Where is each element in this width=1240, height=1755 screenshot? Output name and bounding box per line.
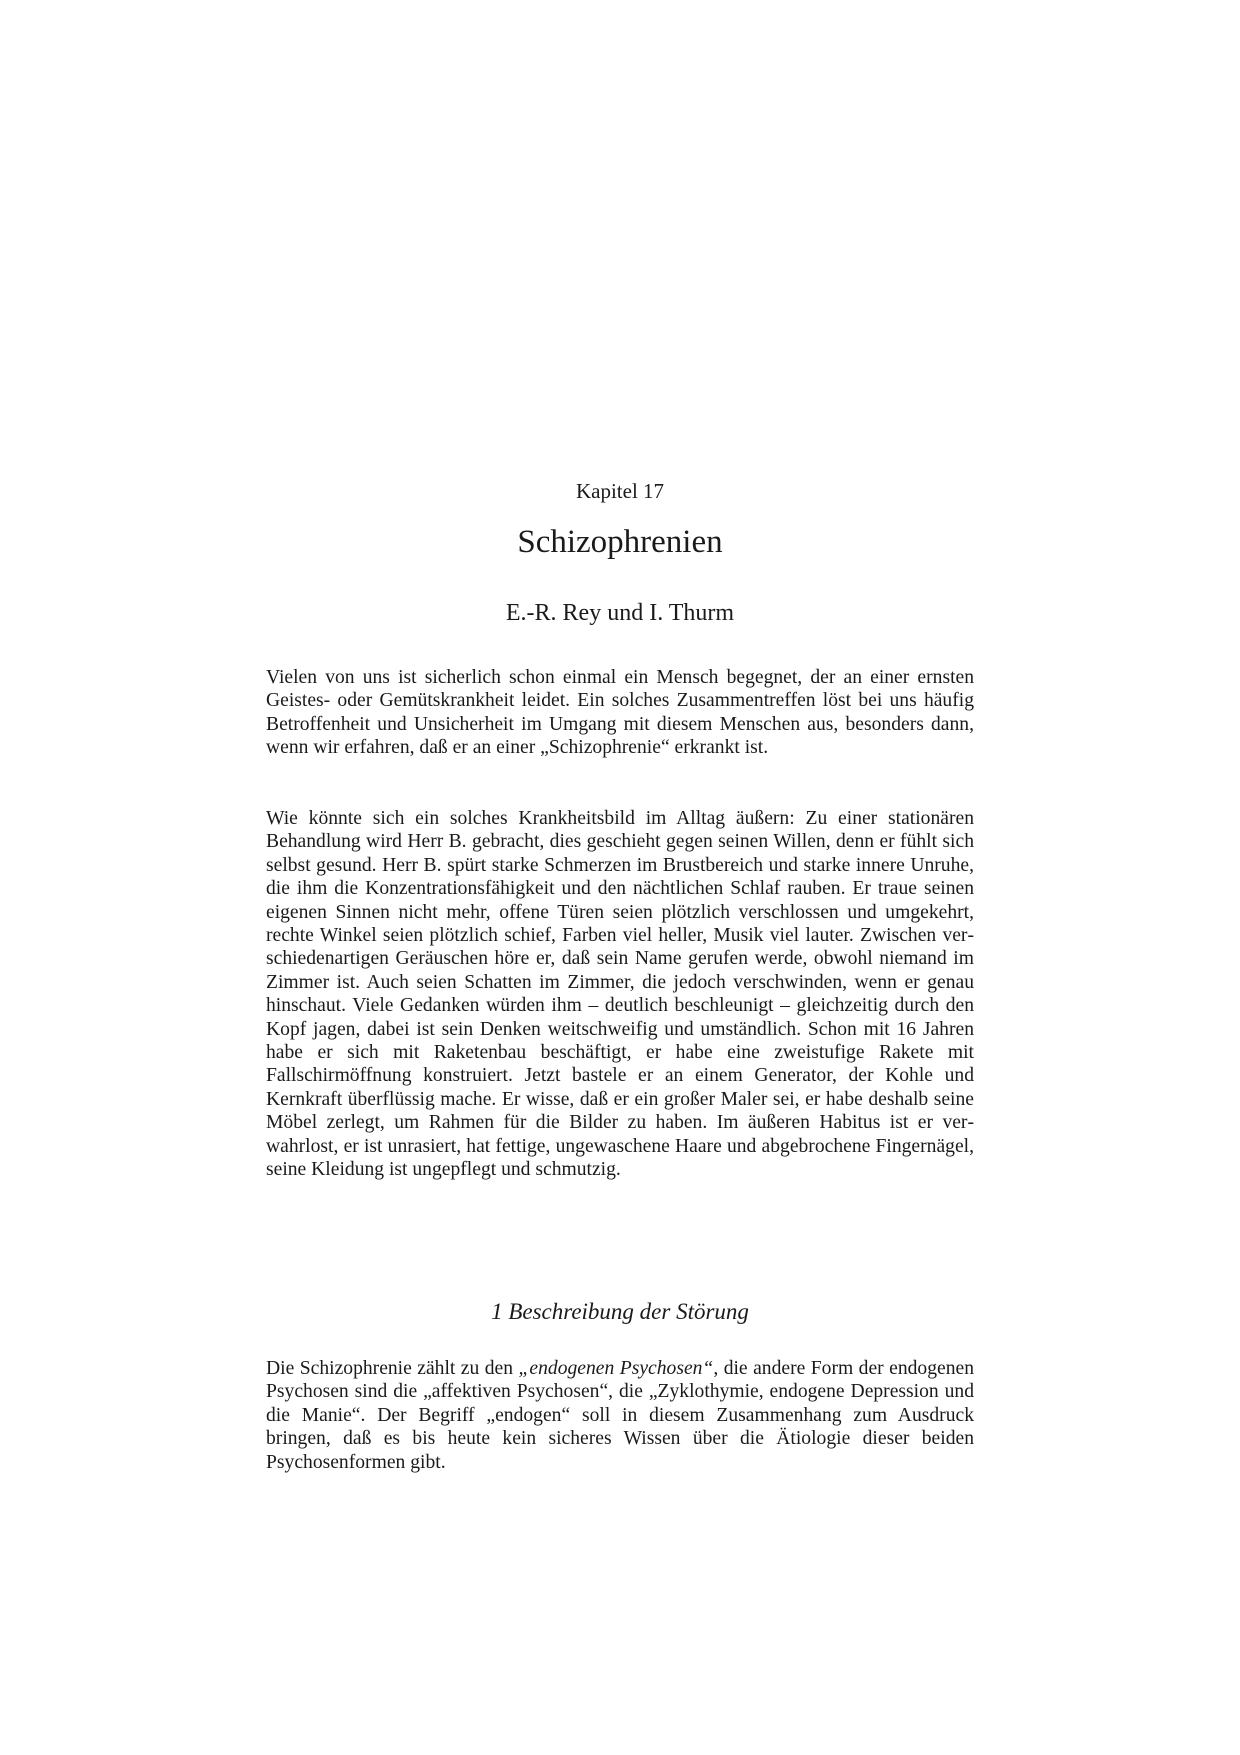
section-heading: 1 Beschreibung der Störung <box>491 1299 749 1324</box>
intro-paragraph <box>266 666 974 760</box>
case-example-paragraph <box>266 807 974 1182</box>
paragraph-text: Wie könnte sich ein solches Krankheitsbild im Alltag äußern: Zu einer stationären Behandlung wird Herr B. gebracht, dies geschieht gegen seinen Willen, denn er fühlt sich selbst gesund. Herr B. spürt starke Schmerzen im Brustbereich und starke innere Unruhe, die ihm die Konzentrationsfähigkeit und den nächtlichen Schlaf rauben. Er traue seinen eigenen Sinnen nicht mehr, offene Türen seien plötzlich verschlossen und umgekehrt, rechte Winkel seien plötzlich schief, Farben viel heller, Musik viel lauter. Zwischen verschiedenartigen Geräuschen höre er, daß sein Name gerufen werde, obwohl niemand im Zimmer ist. Auch seien Schatten im Zimmer, die jedoch verschwinden, wenn er genau hinschaut. Viele Gedanken würden ihm – deutlich beschleunigt – gleichzeitig durch den Kopf jagen, dabei ist sein Denken weitschweifig und umständlich. Schon mit 16 Jahren habe er sich mit Raketenbau beschäftigt, er habe eine zweistufige Rakete mit Fallschirmöffnung konstruiert. Jetzt bastele er an einem Generator, der Kohle und Kernkraft überflüssig mache. Er wisse, daß er ein großer Maler sei, er habe deshalb seine Möbel zerlegt, um Rahmen für die Bilder zu haben. Im äußeren Habitus ist er verwahrlost, er ist unrasiert, hat fettige, ungewaschene Haare und abgebrochene Fingernägel, seine Kleidung ist ungepflegt und schmutzig. <box>266 808 974 1181</box>
section-paragraph <box>266 1357 974 1474</box>
chapter-label: Kapitel 17 <box>575 479 665 503</box>
paragraph-text: Vielen von uns ist sicherlich schon einmal ein Mensch begegnet, der an einer ernsten Geistes- oder Gemütskrankheit leidet. Ein solches Zusammentreffen löst bei uns häufig Betroffenheit und Unsicherheit im Umgang mit diesem Menschen aus, besonders dann, wenn wir erfahren, daß er an einer „Schizophrenie“ erkrankt ist. <box>266 667 974 759</box>
chapter-title: Schizophrenien <box>517 524 723 560</box>
paragraph-text-start: Die Schizophrenie zählt zu den <box>266 1358 519 1379</box>
paragraph-text-end: , die andere Form der endogenen Psychosen sind die „affektiven Psychosen“, die „Zyklothymie, endogene Depression und die Manie“. Der Begriff „endogen“ soll in diesem Zusammenhang zum Ausdruck bringen, daß es bis heute kein sicheres Wissen über die Ätiologie dieser beiden Psychosenformen gibt. <box>266 1358 975 1473</box>
emphasized-term: „endogenen Psychosen“ <box>518 1358 714 1379</box>
chapter-authors: E.-R. Rey und I. Thurm <box>505 600 735 626</box>
paragraph-text <box>266 1357 974 1474</box>
